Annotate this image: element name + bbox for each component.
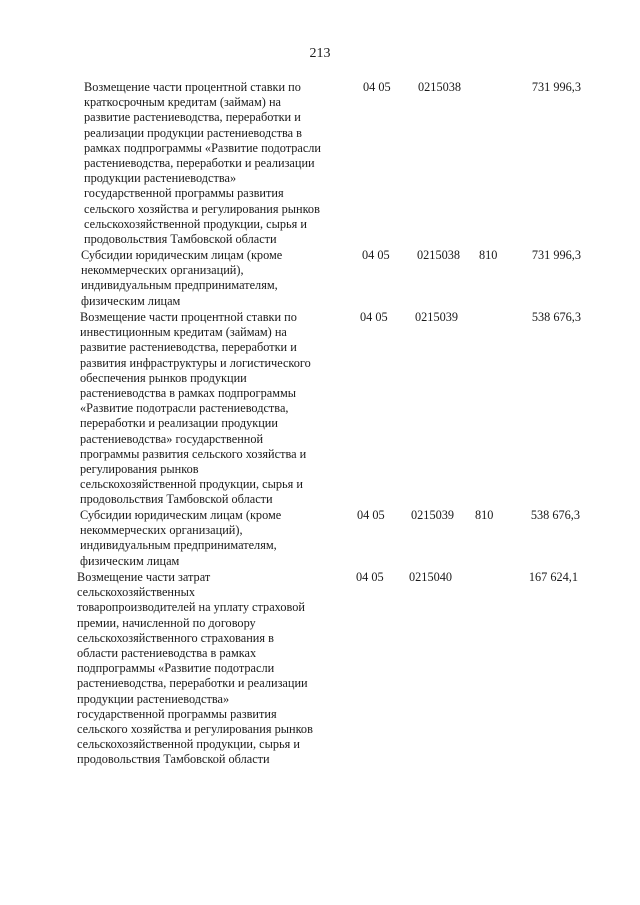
row-target-code: 0215039 — [411, 508, 455, 522]
row-amount: 538 676,3 — [530, 508, 580, 522]
row-description: Возмещение части процентной ставки по краткосрочным кредитам (займам) на развитие растениеводства, переработки и реализации продукции растениеводства в рамках подпрограммы «Развитие подотрасли растениеводства, переработки и реализации продукции растениеводства» государственной программы развития сельского хозяйства и регулирования рынков сельскохозяйственной продукции, сырья и продовольствия Тамбовской области — [84, 80, 322, 247]
row-amount: 167 624,1 — [528, 570, 578, 584]
row-description: Субсидии юридическим лицам (кроме некоммерческих организаций), индивидуальным предпринимателям, физическим лицам — [80, 508, 282, 568]
row-section: 04 05 — [362, 248, 390, 262]
row-amount: 538 676,3 — [531, 310, 581, 324]
row-description: Возмещение части процентной ставки по инвестиционным кредитам (займам) на развитие растениеводства, переработки и развития инфраструктуры и логистического обеспечения рынков продукции растениеводства в рамках подпрограммы «Развитие подотрасли растениеводства, переработки и реализации продукции растениеводства» государственной программы развития сельского хозяйства и регулирования рынков сельскохозяйственной продукции, сырья и продовольствия Тамбовской области — [80, 310, 311, 507]
row-description: Возмещение части затрат сельскохозяйственных товаропроизводителей на уплату страховой премии, начисленной по договору сельскохозяйственного страхования в области растениеводства в рамках подпрограммы «Развитие подотрасли растениеводства, переработки и реализации продукции растениеводства» государственной программы развития сельского хозяйства и регулирования рынков сельскохозяйственной продукции, сырья и продовольствия Тамбовской области — [77, 570, 313, 767]
row-amount: 731 996,3 — [531, 80, 581, 94]
row-description: Субсидии юридическим лицам (кроме некоммерческих организаций), индивидуальным предпринимателям, физическим лицам — [81, 248, 283, 308]
row-section: 04 05 — [357, 508, 385, 522]
row-section: 04 05 — [356, 570, 384, 584]
row-section: 04 05 — [363, 80, 391, 94]
row-expense-type: 810 — [479, 248, 498, 262]
page-number: 213 — [309, 46, 331, 61]
row-section: 04 05 — [360, 310, 388, 324]
row-expense-type: 810 — [475, 508, 494, 522]
row-target-code: 0215040 — [409, 570, 453, 584]
row-amount: 731 996,3 — [531, 248, 581, 262]
row-target-code: 0215039 — [415, 310, 459, 324]
row-target-code: 0215038 — [417, 248, 461, 262]
row-target-code: 0215038 — [418, 80, 462, 94]
